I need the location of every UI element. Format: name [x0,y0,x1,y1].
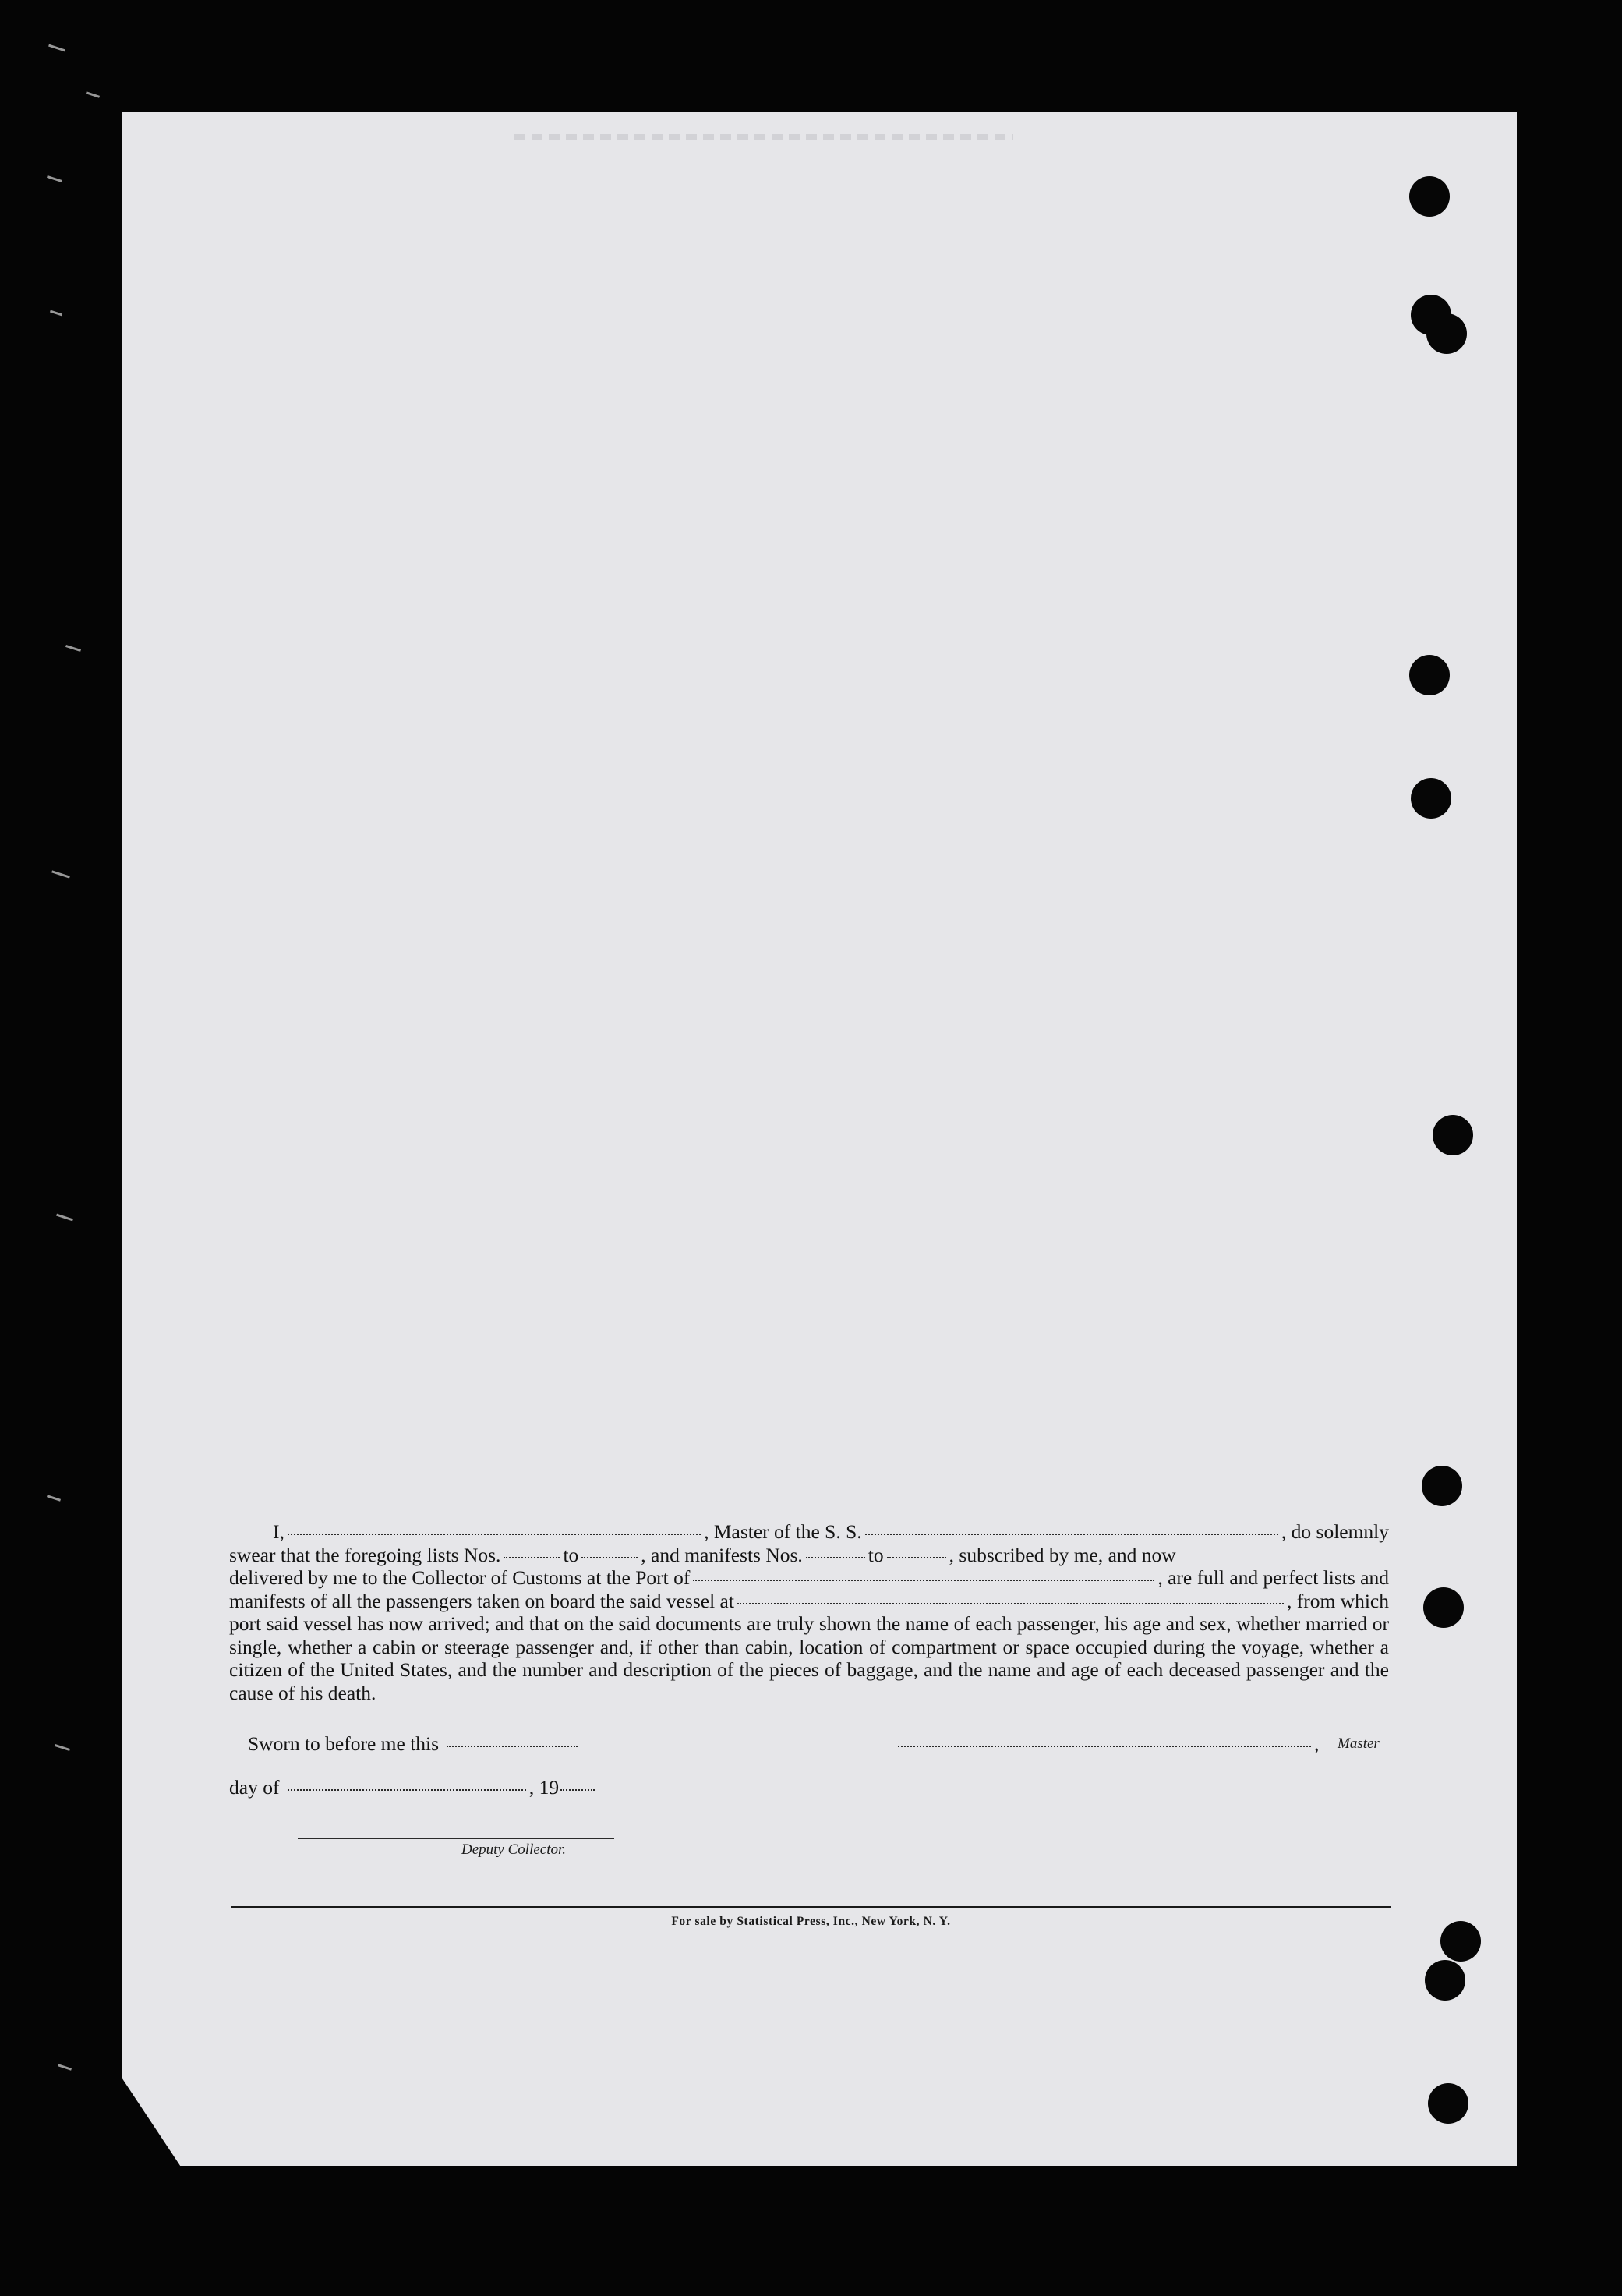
oath-i: I, [273,1520,284,1543]
binder-hole [1422,1466,1462,1506]
edge-speck [50,310,62,317]
oath-master-of: , Master of the S. S. [704,1520,862,1543]
vessel-name-blank[interactable] [865,1534,1278,1535]
oath-taken-on-board: manifests of all the passengers taken on board the said vessel at [229,1589,734,1612]
binder-hole [1425,1960,1465,2001]
oath-line-2 [229,1544,1389,1567]
master-signature-blank[interactable] [898,1746,1311,1747]
manifest-to-blank[interactable] [887,1557,946,1558]
binder-hole [1426,313,1467,354]
day-of-label: day of [229,1776,280,1799]
edge-speck [47,1495,61,1501]
master-signature-line: , [898,1732,1319,1756]
sworn-day-blank[interactable] [447,1746,578,1747]
day-of-line [229,1776,598,1799]
year-blank[interactable] [560,1789,595,1791]
master-label: Master [1338,1735,1380,1752]
oath-lists-nos: swear that the foregoing lists Nos. [229,1543,501,1566]
binder-hole [1411,778,1451,819]
boarding-port-blank[interactable] [737,1603,1284,1604]
oath-manifests-nos: , and manifests Nos. [641,1543,803,1566]
list-from-blank[interactable] [504,1557,560,1558]
month-blank[interactable] [288,1789,526,1791]
sworn-line [248,1732,581,1756]
edge-speck [58,2064,72,2070]
master-name-blank[interactable] [288,1534,701,1535]
deputy-signature-blank[interactable] [298,1838,614,1839]
printer-imprint: For sale by Statistical Press, Inc., New York, N. Y. [671,1915,951,1928]
oath-body: port said vessel has now arrived; and that on the said documents are truly shown the name of each passenger, his age and sex, whether married or single, whether a cabin or steerage passenger and, if other than cabin, location of compartment or space occupied during the voyage, whether a citizen of the United States, and the number and description of the pieces of baggage, and the name and age of each deceased passenger and the cause of his death. [229,1612,1389,1704]
manifest-from-blank[interactable] [806,1557,865,1558]
edge-speck [47,175,62,182]
oath-from-which: , from which [1286,1589,1389,1612]
oath-port-of: delivered by me to the Collector of Customs at the Port of [229,1566,691,1589]
edge-speck [86,91,100,97]
oath-full-perfect: , are full and perfect lists and [1157,1566,1389,1589]
edge-speck [55,1744,70,1751]
edge-speck [48,44,65,52]
sworn-label: Sworn to before me this [248,1732,440,1755]
faint-bleed-through [514,134,1013,140]
binder-hole [1423,1587,1464,1628]
year-prefix: , 19 [528,1776,560,1799]
edge-speck [56,1214,73,1222]
port-blank[interactable] [693,1580,1154,1581]
binder-hole [1428,2083,1468,2124]
footer-rule [231,1906,1391,1908]
deputy-signature-line [298,1824,614,1848]
oath-line-4 [229,1590,1389,1613]
list-to-blank[interactable] [581,1557,638,1558]
oath-subscribed: , subscribed by me, and now [949,1543,1176,1566]
edge-speck [65,645,81,652]
oath-to: to [563,1543,579,1566]
oath-line-3 [229,1566,1389,1590]
paper-sheet [122,112,1517,2166]
edge-speck [51,870,70,878]
master-oath [229,1520,1389,1704]
binder-hole [1409,176,1450,217]
binder-hole [1433,1115,1473,1155]
deputy-collector-label: Deputy Collector. [461,1841,567,1858]
oath-line-1 [229,1520,1389,1544]
oath-to: to [868,1543,884,1566]
oath-solemnly: , do solemnly [1281,1520,1390,1543]
binder-hole [1409,655,1450,695]
